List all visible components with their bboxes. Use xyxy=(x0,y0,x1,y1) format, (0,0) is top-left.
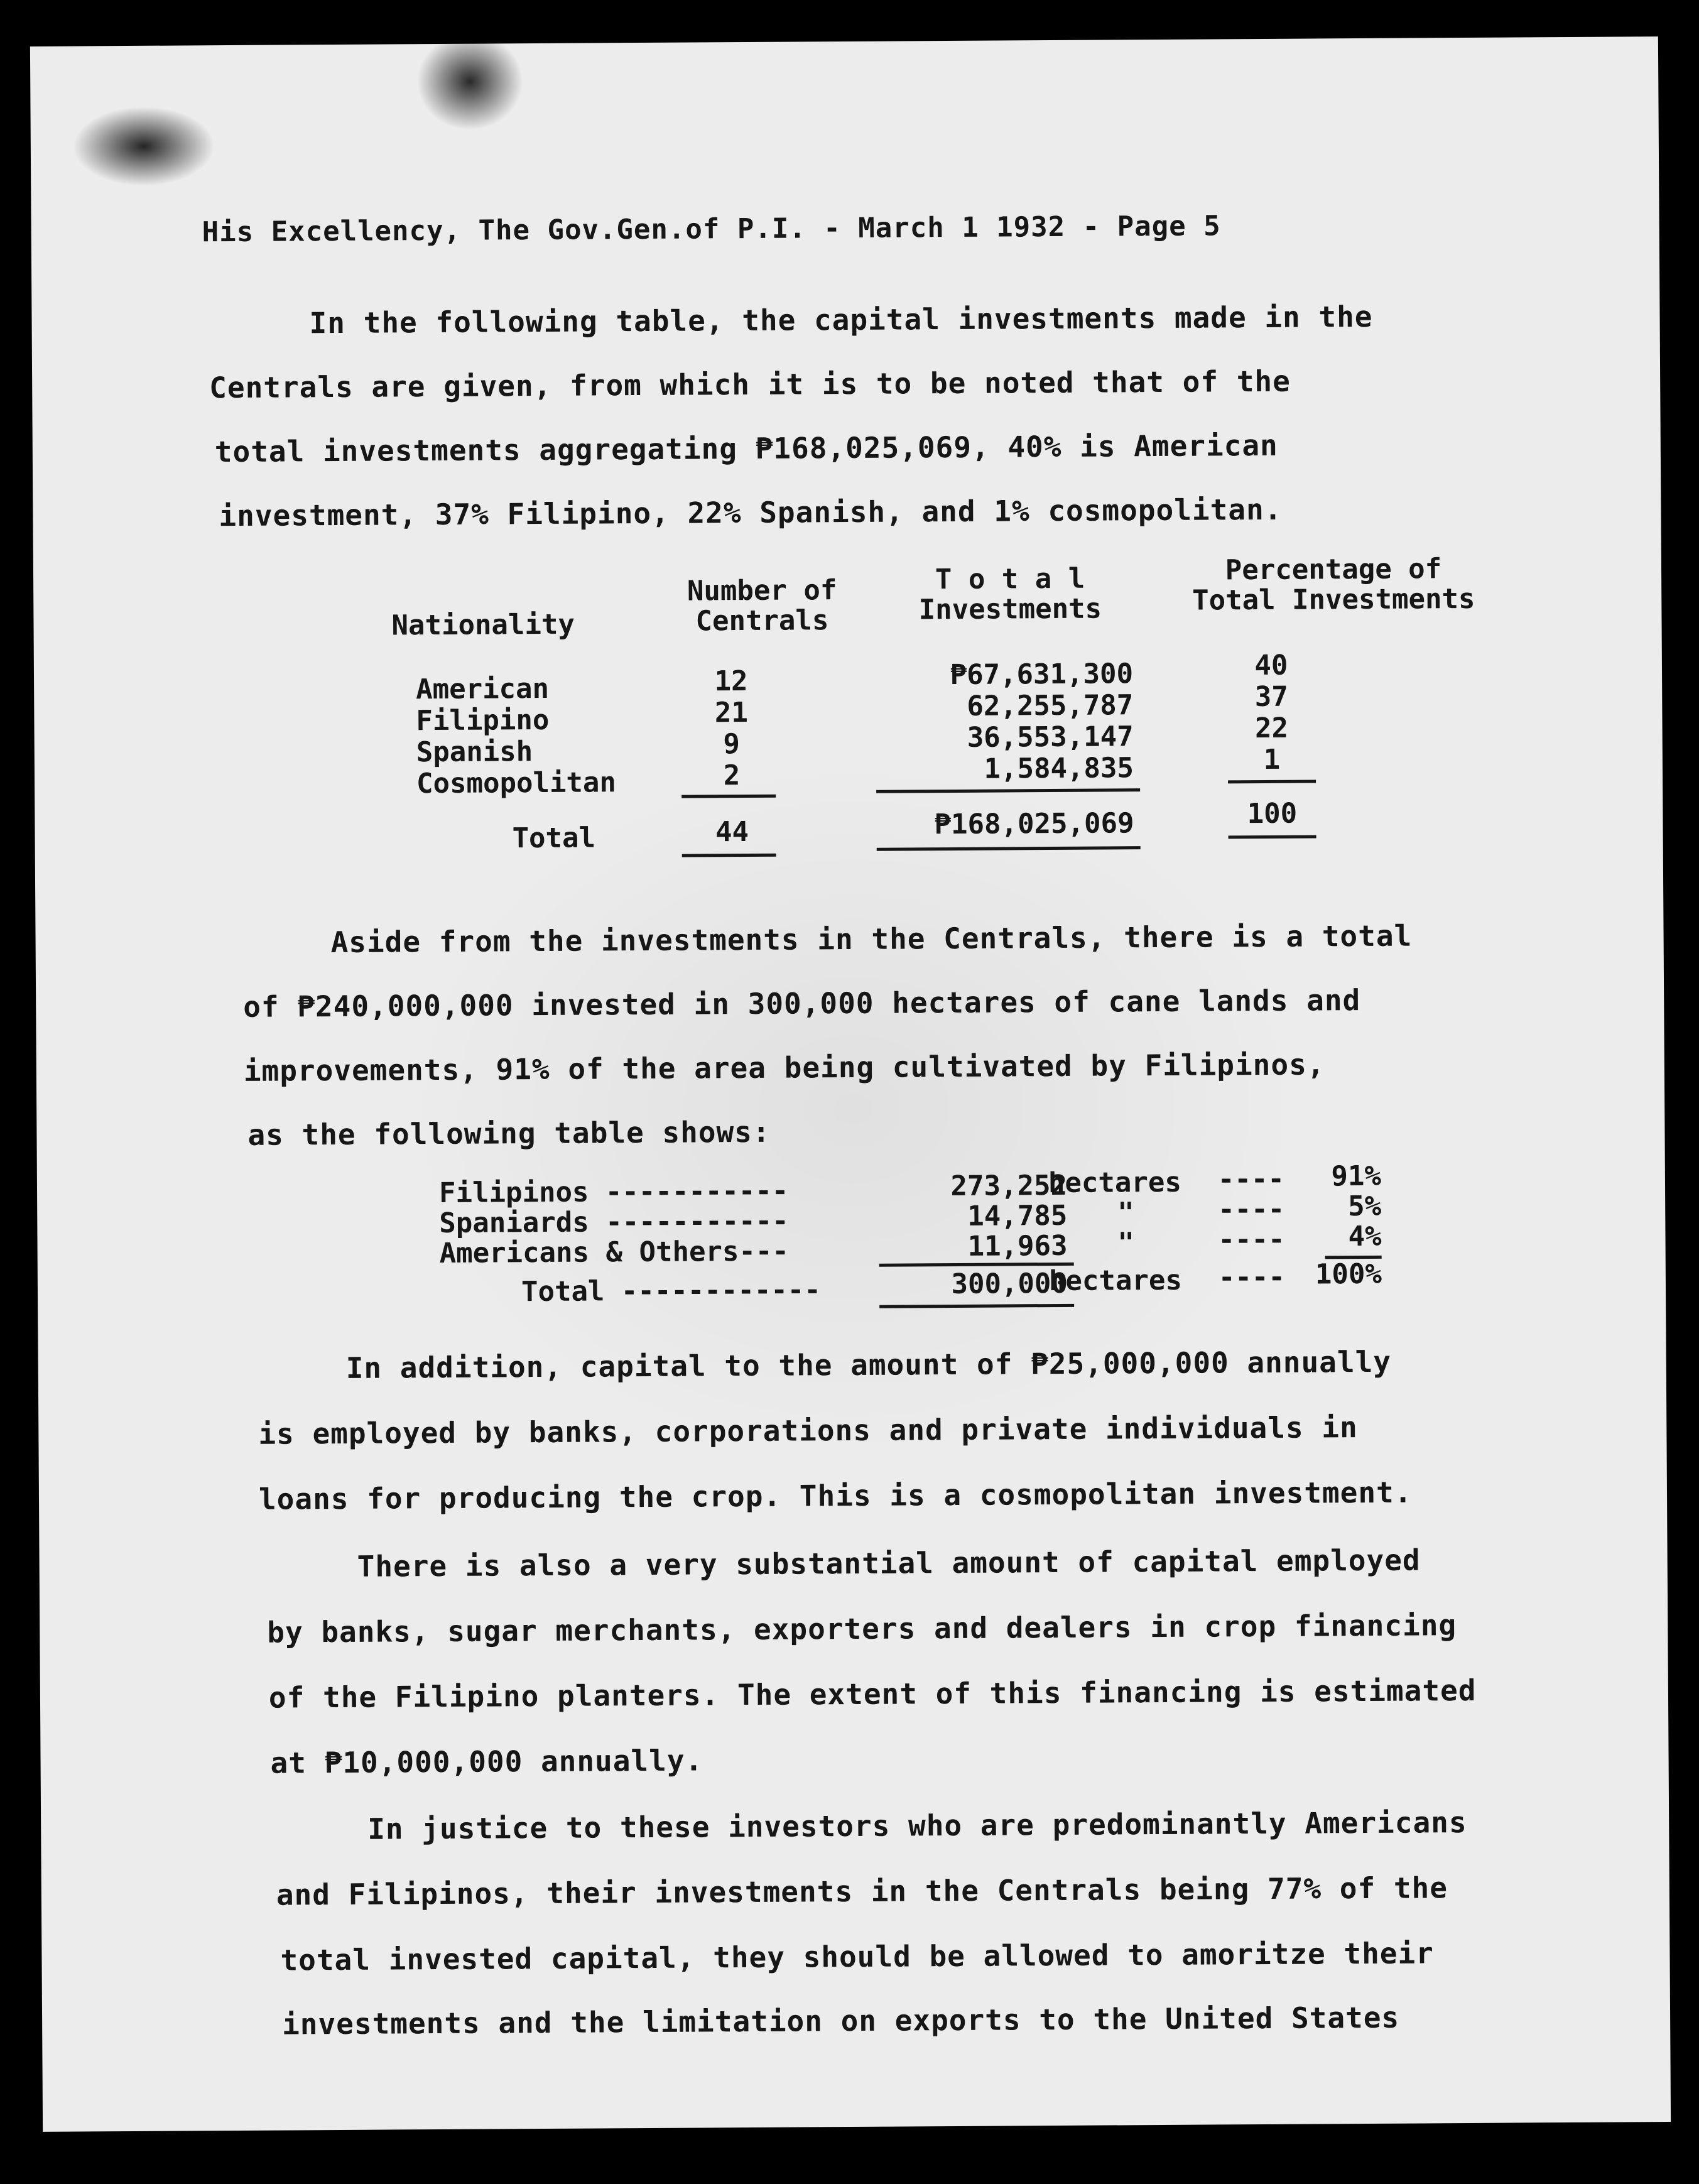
table2-total-dash: ---- xyxy=(1218,1261,1286,1294)
table1-total-investment: ₱168,025,069 xyxy=(934,807,1134,841)
table1-row-1-percent: 40 xyxy=(1254,649,1288,682)
table1-header-centrals-1: Number of xyxy=(687,574,837,607)
table2-row-2-percent: 5% xyxy=(1348,1190,1382,1223)
paragraph-4-line-2: by banks, sugar merchants, exporters and dealers in crop financing xyxy=(267,1608,1457,1649)
page-header: His Excellency, The Gov.Gen.of P.I. - March 1 1932 - Page 5 xyxy=(202,210,1221,249)
paragraph-4-line-4: at ₱10,000,000 annually. xyxy=(270,1743,703,1780)
table1-total-centrals-underline xyxy=(682,854,776,857)
paragraph-5-line-1: In justice to these investors who are predominantly Americans xyxy=(367,1805,1467,1846)
paragraph-4-line-1: There is also a very substantial amount of capital employed xyxy=(357,1543,1421,1584)
table1-investment-underline xyxy=(876,788,1140,793)
paragraph-1-line-2: Centrals are given, from which it is to be noted that of the xyxy=(209,364,1291,405)
table2-row-1-unit: hectares xyxy=(1048,1166,1182,1200)
paragraph-2-line-2: of ₱240,000,000 invested in 300,000 hectares of cane lands and xyxy=(243,983,1361,1024)
table1-total-percent: 100 xyxy=(1247,797,1298,830)
table1-header-percent-2: Total Investments xyxy=(1191,582,1475,617)
table2-row-2-dash: ---- xyxy=(1218,1193,1285,1226)
table1-percent-underline xyxy=(1228,780,1316,783)
table1-header-total-2: Investments xyxy=(918,592,1102,626)
table2-total-hectares: 300,000 xyxy=(951,1267,1068,1301)
table1-total-centrals: 44 xyxy=(715,815,749,849)
table2-row-1-hectares: 273,252 xyxy=(950,1169,1068,1203)
paragraph-1-line-4: investment, 37% Filipino, 22% Spanish, and 1% cosmopolitan. xyxy=(219,492,1283,533)
table1-row-2-investment: 62,255,787 xyxy=(967,689,1134,722)
table2-row-1-percent: 91% xyxy=(1331,1160,1382,1193)
table2-row-3-hectares: 11,963 xyxy=(967,1229,1068,1263)
table2-total-unit: hectares xyxy=(1048,1264,1182,1298)
table2-row-1-dash: ---- xyxy=(1217,1163,1285,1196)
table1-row-2-centrals: 21 xyxy=(714,696,749,729)
table2-total-hectares-underline xyxy=(879,1304,1074,1308)
paragraph-5-line-3: total invested capital, they should be allowed to amoritze their xyxy=(280,1936,1435,1977)
table1-row-3-percent: 22 xyxy=(1254,712,1289,745)
table1-row-2-percent: 37 xyxy=(1254,680,1288,714)
table2-row-3-label: Americans & Others--- xyxy=(439,1235,790,1270)
paragraph-3-line-3: loans for producing the crop. This is a cosmopolitan investment. xyxy=(258,1475,1413,1516)
table2-total-label: Total ------------ xyxy=(521,1274,821,1308)
table2-total-percent: 100% xyxy=(1315,1258,1382,1291)
table2-row-1-label: Filipinos ----------- xyxy=(438,1175,789,1210)
paragraph-2-line-3: improvements, 91% of the area being cultivated by Filipinos, xyxy=(243,1047,1325,1088)
table2-row-2-hectares: 14,785 xyxy=(967,1199,1068,1232)
table2-row-3-unit: " xyxy=(1117,1227,1135,1259)
table1-header-percent-1: Percentage of xyxy=(1225,553,1442,587)
table1-total-percent-underline xyxy=(1229,835,1316,839)
paragraph-5-line-4: investments and the limitation on exports to the United States xyxy=(281,2000,1400,2041)
table1-header-total-1: T o t a l xyxy=(935,562,1085,596)
table1-total-label: Total xyxy=(512,822,596,855)
table2-row-2-label: Spaniards ----------- xyxy=(439,1205,789,1240)
paragraph-1-line-1: In the following table, the capital investments made in the xyxy=(309,299,1373,340)
table1-row-3-investment: 36,553,147 xyxy=(967,720,1134,754)
paragraph-3-line-1: In addition, capital to the amount of ₱25,000,000 annually xyxy=(345,1344,1392,1385)
table2-hectares-underline xyxy=(879,1263,1074,1267)
table1-row-1-nationality: American xyxy=(415,672,550,706)
table1-row-4-nationality: Cosmopolitan xyxy=(416,766,617,800)
paragraph-5-line-2: and Filipinos, their investments in the Centrals being 77% of the xyxy=(276,1871,1448,1912)
table1-header-centrals-2: Centrals xyxy=(695,604,829,638)
paragraph-2-line-4: as the following table shows: xyxy=(247,1114,771,1152)
table2-row-2-unit: " xyxy=(1117,1197,1134,1229)
table1-total-investment-underline xyxy=(877,846,1141,851)
paragraph-3-line-2: is employed by banks, corporations and private individuals in xyxy=(258,1410,1358,1451)
table2-row-3-dash: ---- xyxy=(1218,1223,1285,1256)
paragraph-1-line-3: total investments aggregating ₱168,025,069, 40% is American xyxy=(214,428,1278,469)
table1-centrals-underline xyxy=(681,795,776,798)
table1-row-1-investment: ₱67,631,300 xyxy=(950,658,1134,692)
paragraph-2-line-1: Aside from the investments in the Centrals, there is a total xyxy=(330,918,1413,960)
table1-row-1-centrals: 12 xyxy=(714,665,748,698)
table1-row-3-nationality: Spanish xyxy=(416,736,533,769)
document-page xyxy=(30,36,1671,2132)
table1-header-nationality: Nationality xyxy=(391,608,575,642)
table2-row-3-percent: 4% xyxy=(1348,1220,1382,1253)
table1-row-3-centrals: 9 xyxy=(723,728,741,761)
table1-row-4-percent: 1 xyxy=(1263,743,1281,776)
table1-row-4-investment: 1,584,835 xyxy=(984,752,1134,785)
table1-row-2-nationality: Filipino xyxy=(416,704,550,737)
paragraph-4-line-3: of the Filipino planters. The extent of this financing is estimated xyxy=(268,1673,1477,1715)
table1-row-4-centrals: 2 xyxy=(723,759,741,792)
